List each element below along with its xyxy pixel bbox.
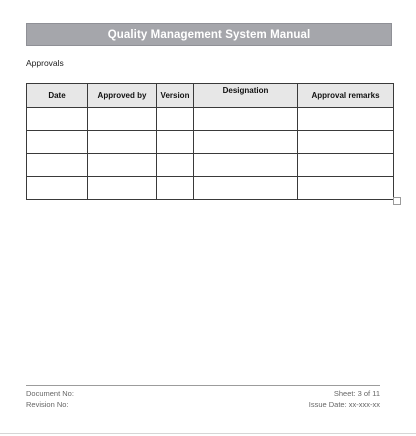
footer-sheet: Sheet: 3 of 11	[333, 389, 380, 398]
table-cell[interactable]	[298, 131, 394, 154]
table-row	[27, 131, 394, 154]
footer-issue-date: Issue Date: xx-xxx-xx	[308, 400, 380, 409]
title-bar	[26, 23, 392, 46]
table-row	[27, 177, 394, 200]
column-header-date: Date	[27, 84, 88, 108]
column-header-version: Version	[157, 84, 194, 108]
page-title: Quality Management System Manual	[107, 28, 311, 41]
table-cell[interactable]	[157, 154, 194, 177]
footer-document-no: Document No:	[26, 389, 74, 398]
column-header-approved-by: Approved by	[88, 84, 157, 108]
table-header-row	[27, 84, 394, 108]
column-header-approval-remarks: Approval remarks	[298, 84, 394, 108]
table-cell[interactable]	[194, 177, 298, 200]
table-row	[27, 154, 394, 177]
table-cell[interactable]	[194, 131, 298, 154]
table-cell[interactable]	[157, 177, 194, 200]
table-cell[interactable]	[194, 154, 298, 177]
column-header-designation: Designation	[194, 84, 298, 108]
table-cell[interactable]	[298, 177, 394, 200]
table-cell[interactable]	[27, 177, 88, 200]
table-cell[interactable]	[157, 131, 194, 154]
table-cell[interactable]	[298, 108, 394, 131]
approvals-table	[26, 83, 394, 200]
page-bottom-rule	[0, 433, 416, 434]
table-row	[27, 108, 394, 131]
section-label-approvals: Approvals	[26, 58, 64, 68]
footer-divider	[26, 385, 380, 386]
table-cell[interactable]	[27, 154, 88, 177]
table-cell[interactable]	[88, 177, 157, 200]
table-cell[interactable]	[88, 154, 157, 177]
footer-revision-no: Revision No:	[26, 400, 69, 409]
table-cell[interactable]	[298, 154, 394, 177]
table-cell[interactable]	[27, 108, 88, 131]
table-cell[interactable]	[194, 108, 298, 131]
table-resize-handle[interactable]	[393, 197, 401, 205]
table-cell[interactable]	[88, 131, 157, 154]
table-cell[interactable]	[157, 108, 194, 131]
table-cell[interactable]	[27, 131, 88, 154]
table-cell[interactable]	[88, 108, 157, 131]
